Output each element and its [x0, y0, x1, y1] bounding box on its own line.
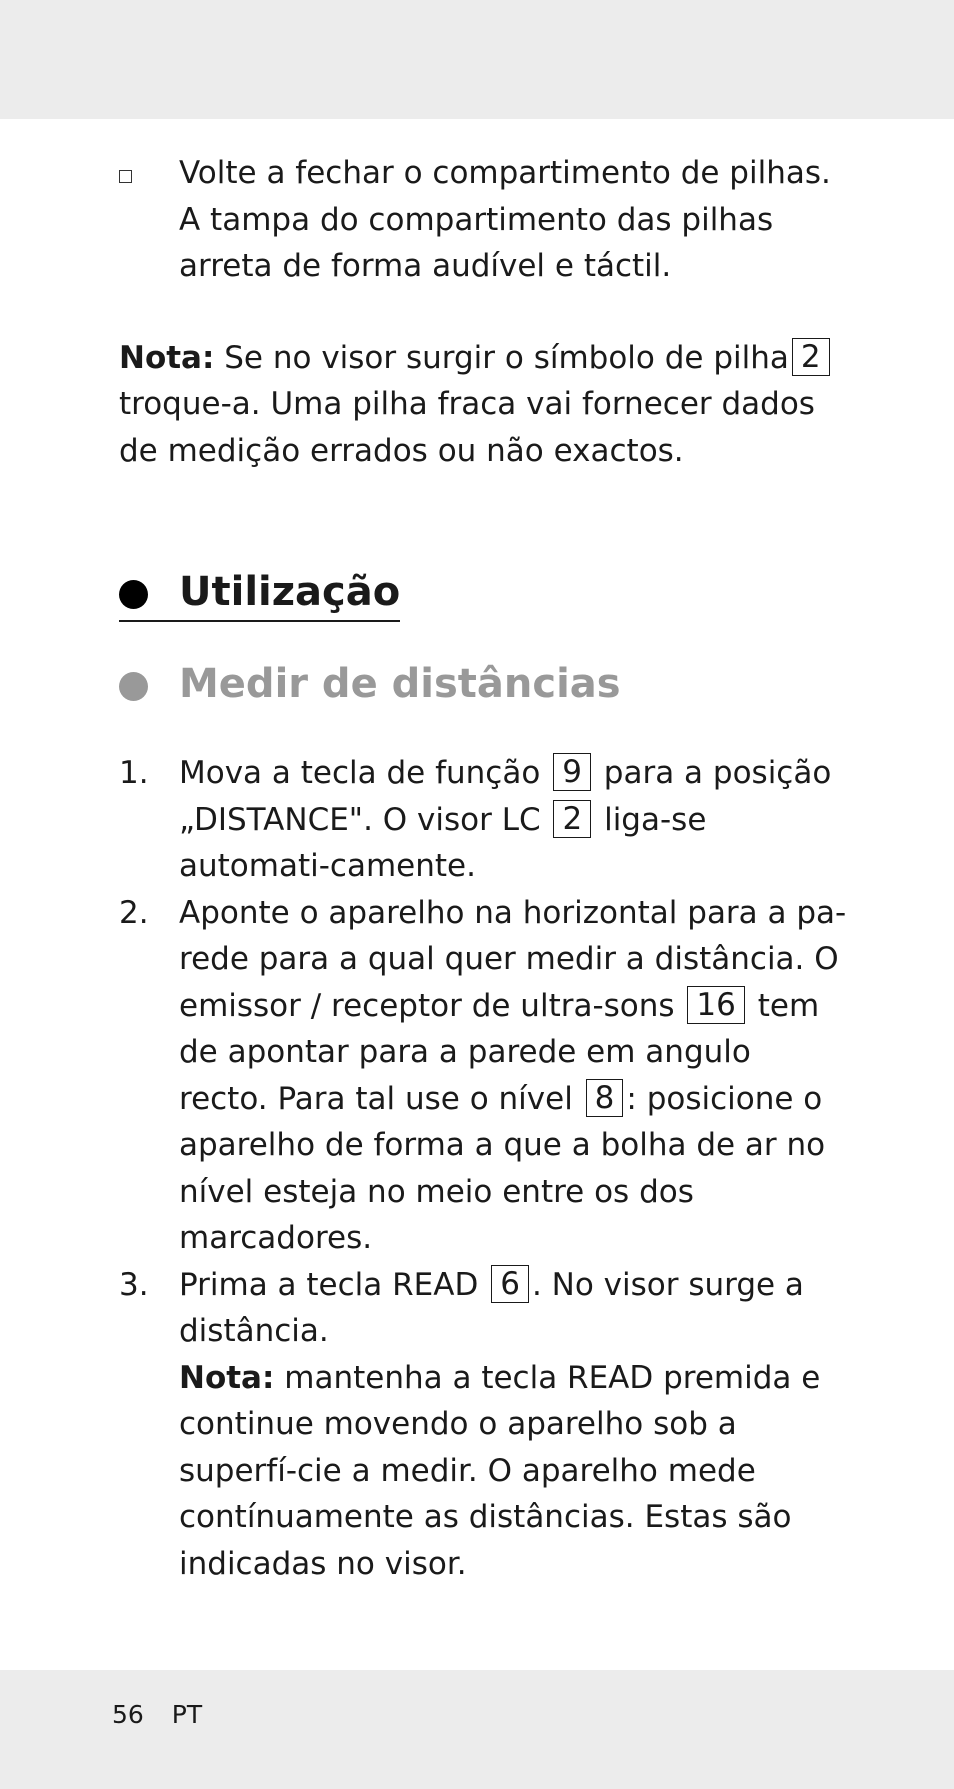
steps-list [119, 750, 849, 1587]
header-band [0, 0, 954, 119]
bullet-item [119, 150, 849, 290]
page-number: 56 [112, 1700, 144, 1729]
step-item [119, 890, 849, 1262]
step-text-a: Mova a tecla de função [179, 755, 541, 791]
bullet-dot-icon [119, 580, 148, 609]
note-text: mantenha a tecla READ premida e continue movendo o aparelho sob a superfí-cie a medir. O aparelho mede contínuamente as distâncias. Estas são indicadas no visor. [179, 1359, 821, 1582]
ref-box: 6 [491, 1265, 529, 1303]
step-text-c: liga-se automati-camente. [179, 801, 707, 884]
step-number: 1. [119, 755, 149, 791]
note-text-a: Se no visor surgir o símbolo de pilha [224, 339, 789, 376]
note-text-b: troque-a. Uma pilha fraca vai fornecer dados de medição errados ou não exactos. [119, 386, 815, 469]
ref-box: 9 [553, 753, 591, 791]
note-label: Nota: [119, 339, 215, 376]
bullet-dot-icon [119, 672, 148, 701]
step-number: 2. [119, 894, 149, 931]
step-text-a: Prima a tecla READ [179, 1266, 479, 1303]
ref-box: 16 [687, 986, 744, 1024]
ref-box: 2 [792, 338, 830, 376]
subsection-heading [119, 658, 849, 710]
language-code: PT [171, 1700, 203, 1729]
step-text-b: . No visor surge a distância. [179, 1266, 804, 1349]
page-footer [112, 1700, 222, 1729]
page-content [119, 150, 849, 1587]
note-battery [119, 335, 849, 475]
subheading-text: Medir de distâncias [179, 661, 621, 707]
step-item [119, 750, 849, 890]
step-text-b: para a posição „DISTANCE". O visor LC [179, 755, 832, 838]
step-number: 3. [119, 1266, 149, 1303]
ref-box: 2 [553, 800, 591, 838]
footer-band [0, 1670, 954, 1789]
bullet-text: Volte a fechar o compartimento de pilhas. A tampa do compartimento das pilhas arreta de forma audível e táctil. [179, 155, 831, 284]
step-text-a: Aponte o aparelho na horizontal para a pa-rede para a qual quer medir a distância. O emissor / receptor de ultra-sons [179, 894, 847, 1024]
checkbox-square-icon [119, 170, 132, 183]
step-note [179, 1355, 849, 1588]
step-text-c: : posicione o aparelho de forma a que a bolha de ar no nível esteja no meio entre os dos marcadores. [179, 1080, 826, 1256]
heading-text: Utilização [179, 569, 401, 615]
step-item [119, 1262, 849, 1588]
ref-box: 8 [586, 1079, 624, 1117]
step-text-b: tem de apontar para a parede em angulo recto. Para tal use o nível [179, 987, 820, 1117]
note-label: Nota: [179, 1359, 275, 1396]
section-heading [119, 566, 400, 622]
